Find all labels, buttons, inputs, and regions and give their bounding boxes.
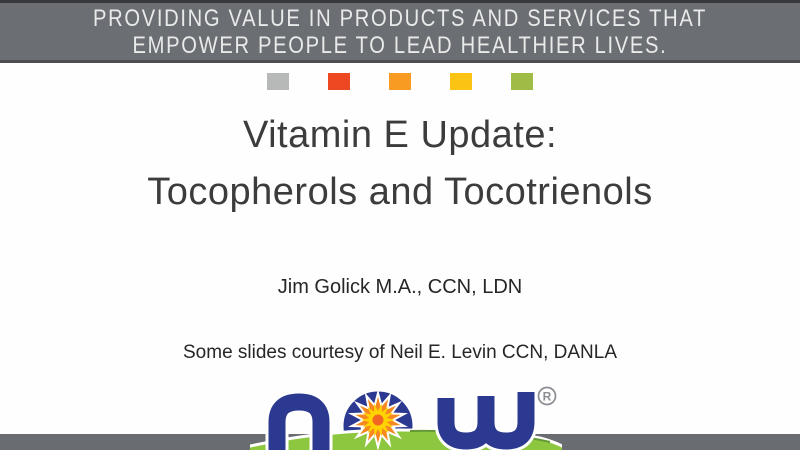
accent-square-red (328, 73, 350, 90)
credit-line: Some slides courtesy of Neil E. Levin CCN, DANLA (183, 342, 617, 363)
banner-line-2: EMPOWER PEOPLE TO LEAD HEALTHIER LIVES. (132, 32, 668, 59)
slide-title-line-2: Tocopherols and Tocotrienols (147, 171, 653, 213)
registered-trademark-letter: R (542, 389, 552, 404)
accent-square-gray (267, 73, 289, 90)
accent-square-green (511, 73, 533, 90)
header-banner (0, 0, 800, 63)
accent-squares (0, 73, 800, 90)
banner-line-1: PROVIDING VALUE IN PRODUCTS AND SERVICES THAT (92, 5, 708, 32)
slide-title (0, 107, 800, 221)
presenter-name: Jim Golick M.A., CCN, LDN (277, 276, 523, 298)
slide-title-line-1: Vitamin E Update: (242, 114, 558, 156)
accent-square-yellow (450, 73, 472, 90)
registered-trademark-icon (539, 388, 556, 405)
logo-letter-w (446, 392, 526, 441)
now-foods-logo (250, 384, 562, 450)
accent-square-orange (389, 73, 411, 90)
